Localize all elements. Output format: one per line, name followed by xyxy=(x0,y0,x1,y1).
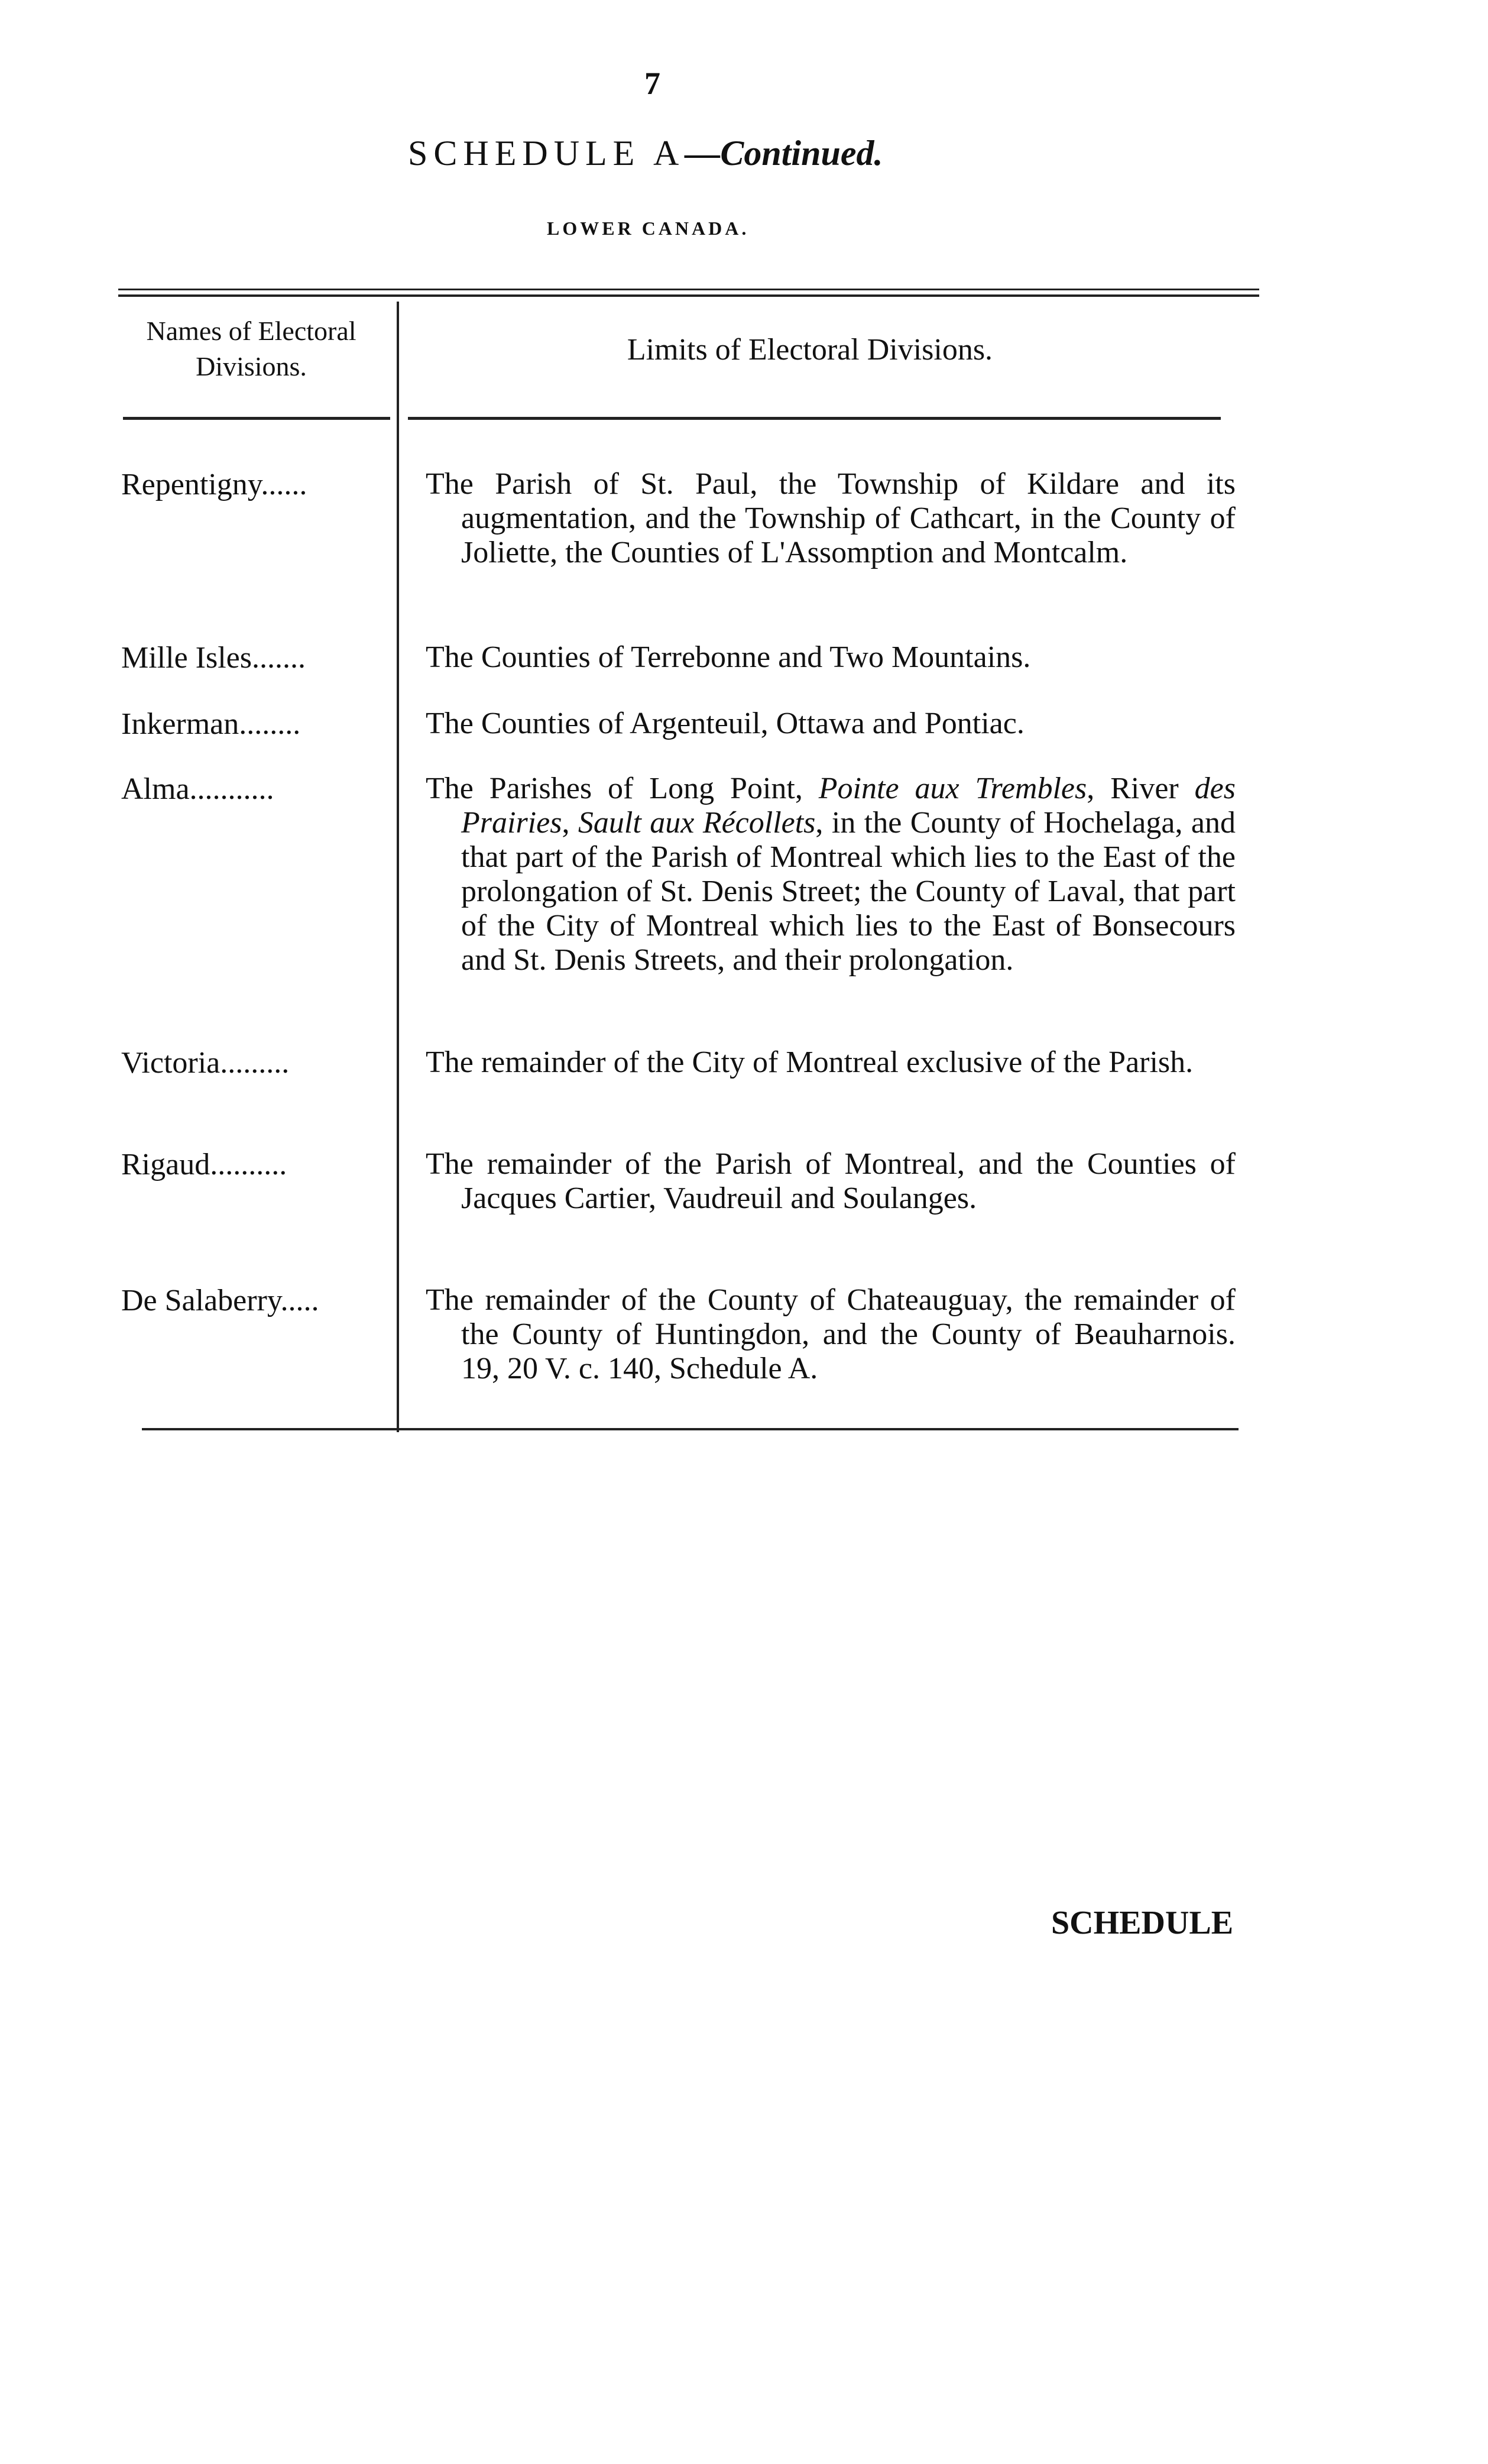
page-number: 7 xyxy=(644,66,660,101)
division-name: Mille Isles....... xyxy=(121,641,306,675)
division-limits: The Parish of St. Paul, the Township of Kildare and its augmentation, and the Township of Cathcart, in the County of Joliette, the Counties of L'Assomption and Montcalm. xyxy=(426,467,1236,569)
header-rule-left xyxy=(123,417,390,420)
division-limits: The remainder of the Parish of Montreal, and the Counties of Jacques Cartier, Vaudreuil and Soulanges. xyxy=(426,1147,1236,1215)
division-limits: The Counties of Terrebonne and Two Mountains. xyxy=(426,640,1031,674)
limits-text: , xyxy=(562,806,578,840)
division-name: Inkerman........ xyxy=(121,707,301,741)
division-name: Rigaud.......... xyxy=(121,1148,287,1181)
schedule-title-main: SCHEDULE A xyxy=(408,134,685,173)
division-limits: The Counties of Argenteuil, Ottawa and Pontiac. xyxy=(426,707,1025,740)
limits-italic: Sault aux Récollets xyxy=(578,806,816,840)
top-rule xyxy=(118,289,1259,290)
region-subtitle: LOWER CANADA. xyxy=(547,218,750,239)
limits-italic: des Prairies xyxy=(461,772,1236,840)
limits-italic: Pointe aux Trembles xyxy=(818,772,1087,805)
limits-text: , in the County of Hochelaga, and that part of the Parish of Montreal which lies to the East of the prolongation of St. Denis Street; the County of Laval, that part of the City of Montreal which lies to the East of Bonsecours and St. Denis Streets, and their prolongation. xyxy=(461,806,1236,977)
catchword: SCHEDULE xyxy=(1051,1905,1234,1941)
division-limits: The remainder of the County of Chateauguay, the remainder of the County of Huntingdon, and the County of Beauharnois. 19, 20 V. c. 140, Schedule A. xyxy=(426,1283,1236,1385)
schedule-title xyxy=(408,133,883,174)
header-rule-right xyxy=(408,417,1221,420)
division-limits: The remainder of the City of Montreal exclusive of the Parish. xyxy=(426,1045,1194,1079)
division-name: Victoria......... xyxy=(121,1046,290,1080)
schedule-title-continued: —Continued. xyxy=(685,134,883,173)
top-rule-second xyxy=(118,294,1259,297)
header-limits: Limits of Electoral Divisions. xyxy=(627,333,993,367)
limits-text: The Parishes of Long Point, xyxy=(426,772,819,805)
header-names: Names of Electoral Divisions. xyxy=(146,316,356,381)
division-name: Repentigny...... xyxy=(121,468,307,501)
division-name: Alma........... xyxy=(121,772,274,806)
limits-text: , River xyxy=(1087,772,1195,805)
division-limits xyxy=(426,772,1236,977)
division-name: De Salaberry..... xyxy=(121,1284,319,1317)
bottom-rule xyxy=(142,1428,1239,1430)
